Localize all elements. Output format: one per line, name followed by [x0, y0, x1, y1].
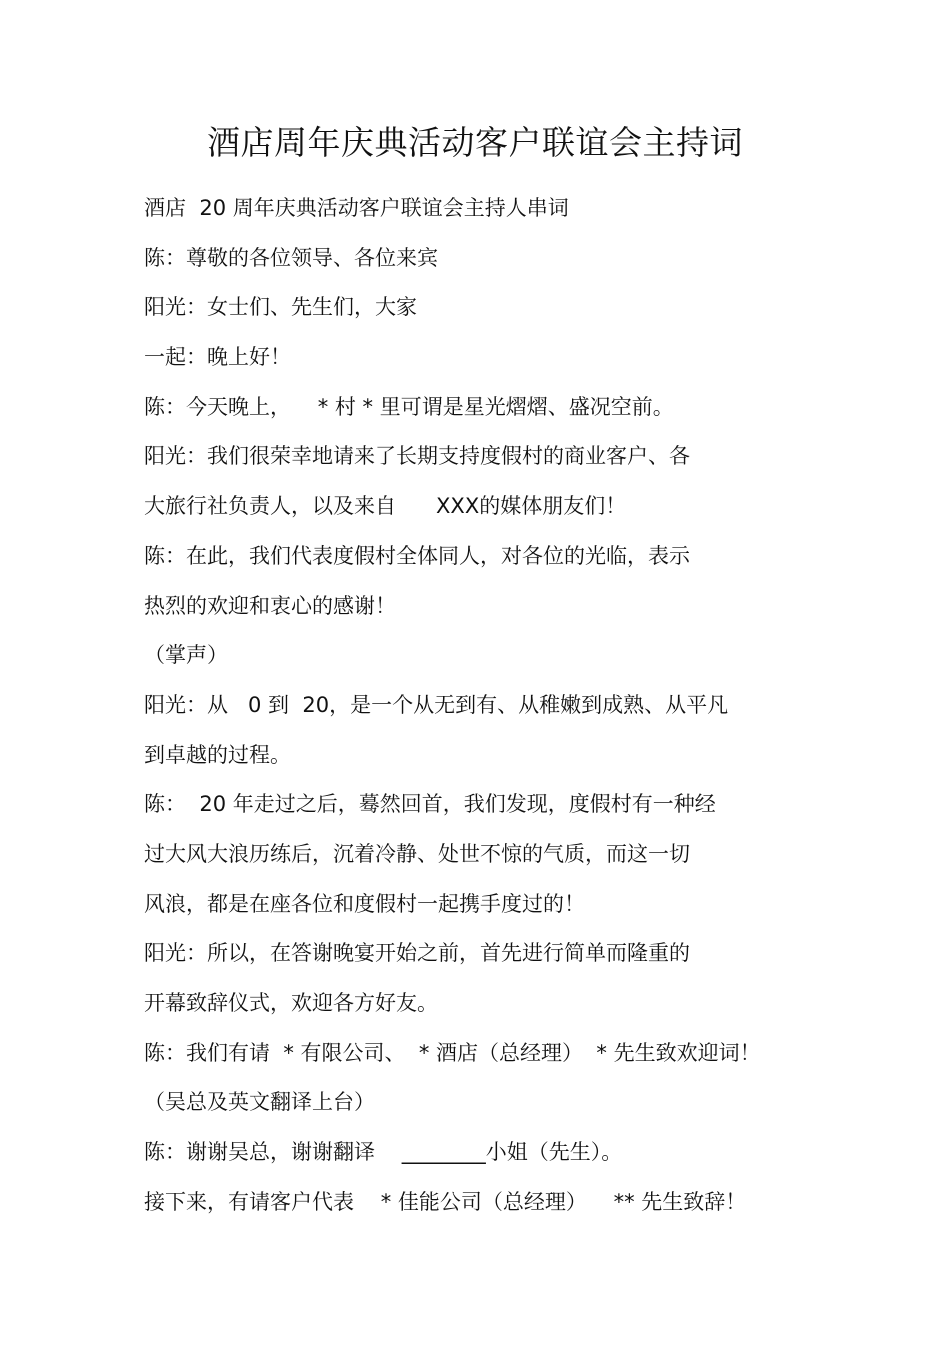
text-line: 大旅行社负责人，以及来自 XXX的媒体朋友们！	[144, 494, 627, 519]
text-line: 风浪，都是在座各位和度假村一起携手度过的！	[144, 891, 585, 916]
text-line: 热烈的欢迎和衷心的感谢！	[144, 593, 396, 618]
text-line: 陈：今天晚上， * 村 * 里可谓是星光熠熠、盛况空前。	[144, 394, 674, 419]
text-line: 阳光：我们很荣幸地请来了长期支持度假村的商业客户、各	[144, 444, 690, 469]
text-line: （吴总及英文翻译上台）	[144, 1090, 375, 1115]
text-line: 陈：我们有请 * 有限公司、 * 酒店（总经理） * 先生致欢迎词！	[144, 1040, 761, 1065]
text-line: 开幕致辞仪式，欢迎各方好友。	[144, 991, 438, 1015]
text-line: 阳光：女士们、先生们，大家	[144, 295, 417, 320]
text-line: 酒店 20 周年庆典活动客户联谊会主持人串词	[144, 196, 569, 220]
text-line: 接下来，有请客户代表 * 佳能公司（总经理） ** 先生致辞！	[144, 1189, 747, 1214]
text-line: 陈：在此，我们代表度假村全体同人，对各位的光临，表示	[144, 543, 690, 568]
text-line: 陈：谢谢吴总，谢谢翻译 ________小姐（先生）。	[144, 1140, 623, 1165]
document-body	[144, 184, 844, 1227]
text-line: 阳光：所以，在答谢晚宴开始之前，首先进行简单而隆重的	[144, 941, 690, 966]
text-line: 阳光：从 0 到 20，是一个从无到有、从稚嫩到成熟、从平凡	[144, 692, 729, 717]
text-line: 陈：尊敬的各位领导、各位来宾	[144, 245, 438, 270]
document-title: 酒店周年庆典活动客户联谊会主持词	[207, 123, 743, 162]
text-line: 过大风大浪历练后，沉着冷静、处世不惊的气质，而这一切	[144, 841, 690, 866]
text-line: （掌声）	[144, 643, 228, 668]
text-line: 一起：晚上好！	[144, 345, 291, 370]
text-line: 到卓越的过程。	[144, 742, 291, 767]
text-line: 陈： 20 年走过之后，蓦然回首，我们发现，度假村有一种经	[144, 792, 716, 817]
